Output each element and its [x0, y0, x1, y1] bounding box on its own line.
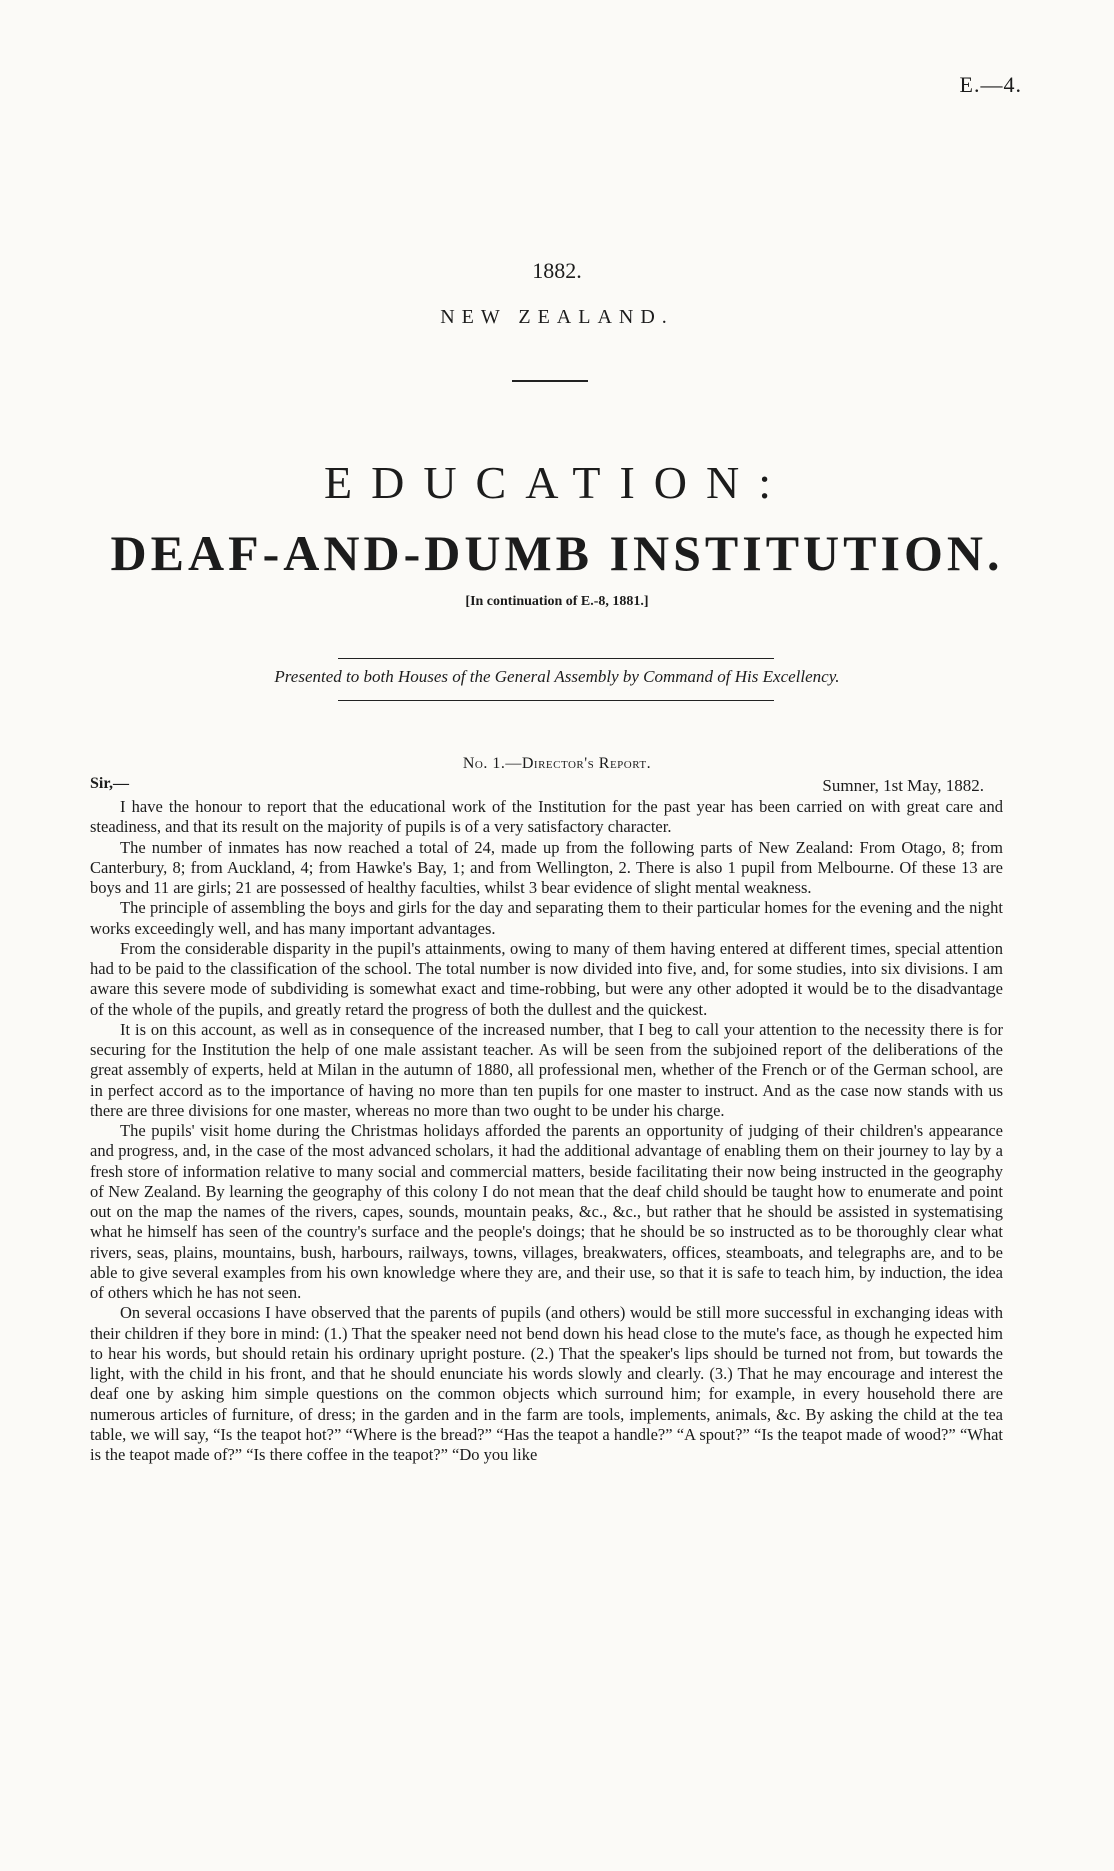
report-heading: No. 1.—Director's Report.: [462, 755, 652, 772]
paragraph-1: I have the honour to report that the educational work of the Institution for the past year has been carried on with great care and steadiness, and that its result on the majority of pupils is of a very satisfactory character.: [90, 797, 1003, 837]
paragraph-5: It is on this account, as well as in consequence of the increased number, that I beg to call your attention to the necessity there is for securing for the Institution the help of one male assistant teacher. As will be seen from the subjoined report of the deliberations of the great assembly of experts, held at Milan in the autumn of 1880, all professional men, whether of the French or of the German school, are in perfect accord as to the importance of having no more than ten pupils for one master to instruct. And as the case now stands with us there are three divisions for one master, whereas no more than two ought to be under his charge.: [90, 1019, 1003, 1120]
document-year: 1882.: [532, 258, 582, 283]
paragraph-7: On several occasions I have observed that the parents of pupils (and others) would be still more successful in exchanging ideas with their children if they bore in mind: (1.) That the speaker need not bend down his head close to the mute's face, as though he expected him to hear his words, but should retain his ordinary upright posture. (2.) That the speaker's lips should be turned not from, but towards the light, with the child in his front, and that he should enunciate his words slowly and clearly. (3.) That he may encourage and interest the deaf one by asking him simple questions on the common objects which surround him; for example, in every household there are numerous articles of furniture, of dress; in the garden and in the farm are tools, implements, animals, &c. By asking the child at the tea table, we will say, “Is the teapot hot?” “Where is the bread?” “Has the teapot a handle?” “A spout?” “Is the teapot made of wood?” “What is the teapot made of?” “Is there coffee in the teapot?” “Do you like: [90, 1303, 1003, 1464]
dateline: Sumner, 1st May, 1882.: [822, 776, 984, 795]
divider-top: [338, 658, 774, 659]
document-reference: E.—4.: [959, 72, 1022, 97]
title-line-2: DEAF-AND-DUMB INSTITUTION.: [110, 525, 1004, 581]
paragraph-6: The pupils' visit home during the Christmas holidays afforded the parents an opportunity of judging of their children's appearance and progress, and, in the case of the most advanced scholars, it had the additional advantage of enabling them on their journey to lay by a fresh store of information relative to many social and commercial matters, beside facilitating their now being instructed in the geography of New Zealand. By learning the geography of this colony I do not mean that the deaf child should be taught how to enumerate and point out on the map the names of the rivers, capes, sounds, mountain peaks, &c., &c., but rather that he should be assisted in systematising what he himself has seen of the country's surface and the people's doings; that he should be so instructed as to be thoroughly clear what rivers, seas, plains, mountains, bush, harbours, railways, towns, villages, breakwaters, offices, steamboats, and telegraphs are, and to be able to give several examples from his own knowledge where they are, and their use, so that it is safe to teach him, by induction, the idea of others which he has not seen.: [90, 1121, 1003, 1302]
paragraph-2: The number of inmates has now reached a total of 24, made up from the following parts of New Zealand: From Otago, 8; from Canterbury, 8; from Auckland, 4; from Hawke's Bay, 1; and from Wellington, 2. There is also 1 pupil from Melbourne. Of these 13 are boys and 11 are girls; 21 are possessed of healthy faculties, whilst 3 bear evidence of slight mental weakness.: [90, 837, 1003, 897]
country-heading: NEW ZEALAND.: [440, 306, 674, 328]
short-divider: [512, 380, 588, 382]
report-body: [90, 797, 1003, 1465]
presented-line: Presented to both Houses of the General Assembly by Command of His Excellency.: [274, 667, 840, 686]
title-line-1: EDUCATION:: [324, 457, 790, 508]
salutation: Sir,—: [90, 775, 129, 792]
paragraph-4: From the considerable disparity in the pupil's attainments, owing to many of them having entered at different times, special attention had to be paid to the classification of the school. The total number is now divided into five, and, for some studies, into six divisions. I am aware this severe mode of subdividing is somewhat exact and time-robbing, but were any other adopted it would be to the disadvantage of the whole of the pupils, and greatly retard the progress of both the dullest and the quickest.: [90, 938, 1003, 1019]
paragraph-3: The principle of assembling the boys and girls for the day and separating them to their particular homes for the evening and the night works exceedingly well, and has many important advantages.: [90, 898, 1003, 938]
divider-bottom: [338, 700, 774, 701]
continuation-note: [In continuation of E.-8, 1881.]: [465, 594, 649, 609]
